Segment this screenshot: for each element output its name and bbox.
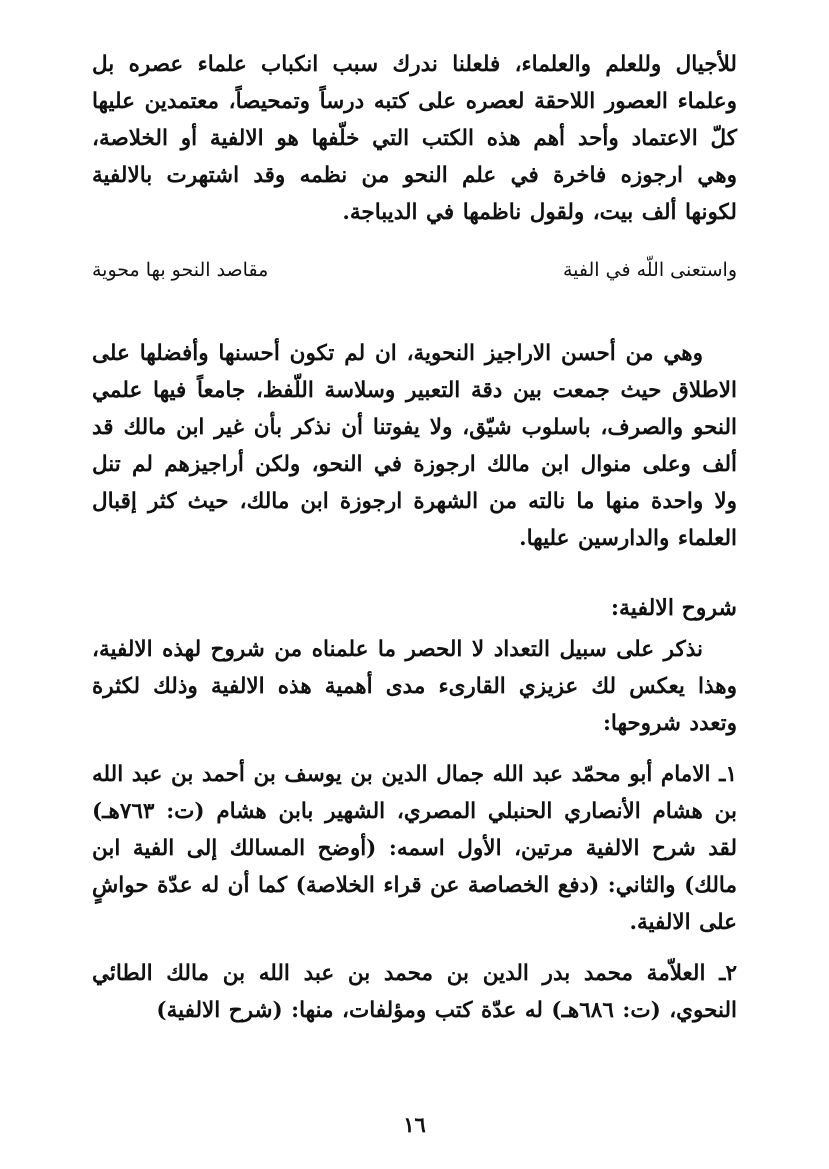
section-heading: شروح الالفية: xyxy=(610,595,737,621)
second-paragraph: وهي من أحسن الاراجيز النحوية، ان لم تكون أحسنها وأفضلها على الاطلاق حيث جمعت بين دقة التعبير وسلاسة اللّفظ، جامعاً فيها علمي النحو والصرف، باسلوب شيّق، ولا يفوتنا أن نذكر بأن غير ابن مالك قد ألف وعلى منوال ابن مالك ارجوزة في النحو، ولكن أراجيزهم لم تنل ولا واحدة منها ما نالته من الشهرة ارجوزة ابن مالك، حيث كثر إقبال العلماء والدارسين عليها. xyxy=(92,341,737,551)
poetry-verse xyxy=(92,255,737,285)
verse-first-hemistich: واستعنى اللّه في الفية xyxy=(562,259,737,281)
commentary-item-1: ١ـ الامام أبو محمّد عبد الله جمال الدين بن يوسف بن أحمد بن عبد الله بن هشام الأنصاري الحنبلي المصري، الشهير بابن هشام (ت: ٧٦٣هـ) لقد شرح الالفية مرتين، الأول اسمه: (أوضح المسالك إلى الفية ابن مالك) والثاني: (دفع الخصاصة عن قراء الخلاصة) كما أن له عدّة حواشٍ على الالفية. xyxy=(92,762,737,935)
commentaries-intro-paragraph: نذكر على سبيل التعداد لا الحصر ما علمناه من شروح لهذه الالفية، وهذا يعكس لك عزيزي القارىء مدى أهمية هذه الالفية وذلك لكثرة وتعدد شروحها: xyxy=(92,637,737,736)
commentary-item-2: ٢ـ العلاّمة محمد بدر الدين بن محمد بن عبد الله بن مالك الطائي النحوي، (ت: ٦٨٦هـ) له عدّة كتب ومؤلفات، منها: (شرح الالفية) xyxy=(92,961,737,1023)
page-number: ١٦ xyxy=(403,1112,426,1137)
intro-paragraph: للأجيال وللعلم والعلماء، فلعلنا ندرك سبب انكباب علماء عصره بل وعلماء العصور اللاحقة لعصره على كتبه درساً وتمحيصاً، معتمدين عليها كلّ الاعتماد وأحد أهم هذه الكتب التي خلّفها هو الالفية أو الخلاصة، وهي ارجوزه فاخرة في علم النحو من نظمه وقد اشتهرت بالالفية لكونها ألف بيت، ولقول ناظمها في الديباجة. xyxy=(92,52,737,225)
verse-second-hemistich: مقاصد النحو بها محوية xyxy=(92,259,269,281)
